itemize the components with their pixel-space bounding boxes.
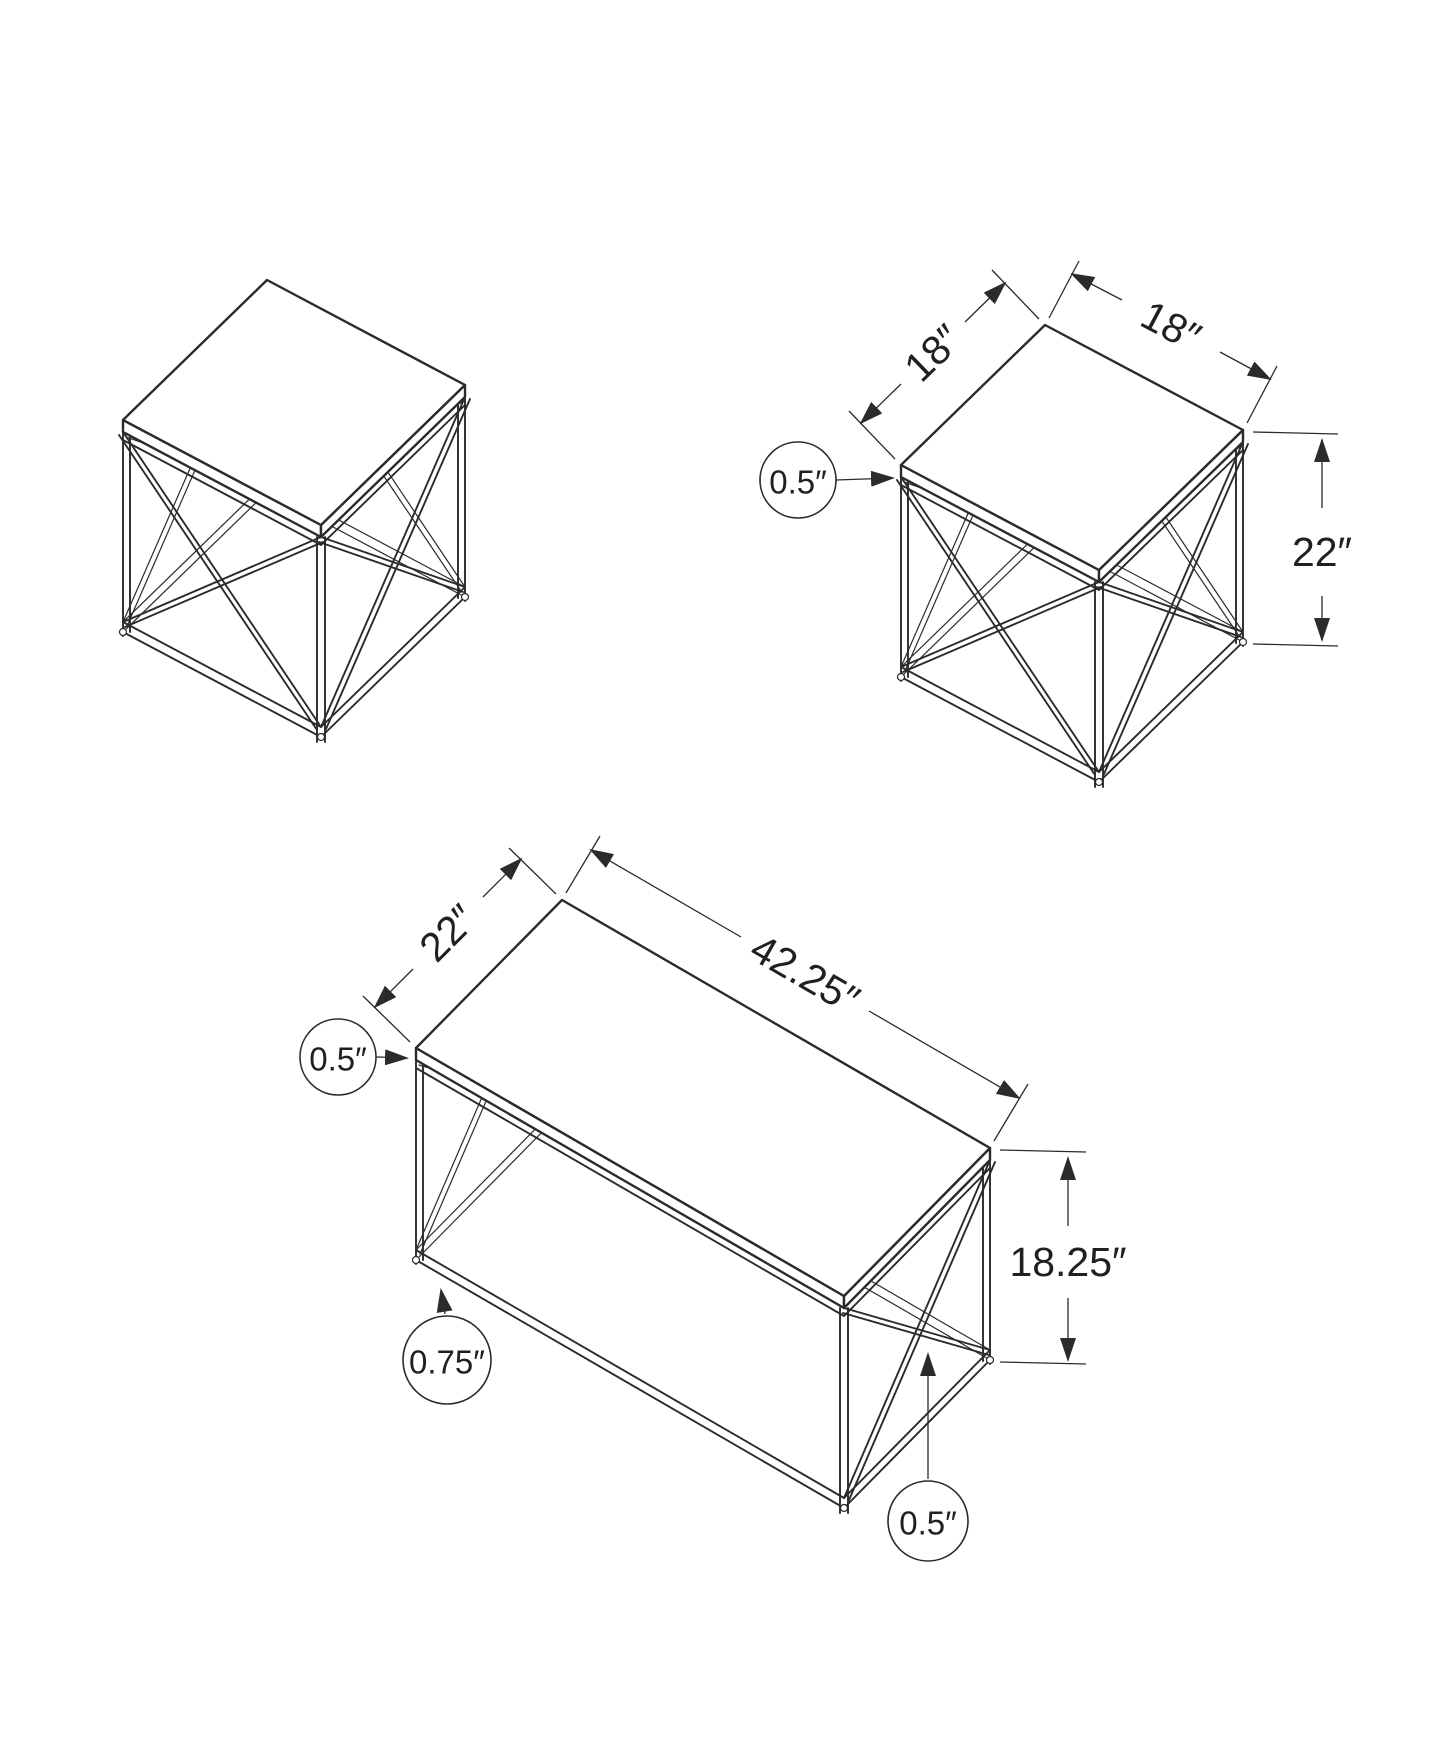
- callout-coffee-shelf-frame: [403, 1290, 491, 1404]
- callout-coffee-shelf-frame-label: 0.75″: [409, 1343, 485, 1381]
- dim-end-width-label: 18″: [1133, 291, 1209, 361]
- callout-end-top-thickness: [760, 442, 893, 518]
- end-table-annotated: [760, 261, 1352, 787]
- dim-end-height: [1253, 432, 1352, 646]
- dim-end-depth-label: 18″: [895, 315, 971, 391]
- dim-coffee-height-label: 18.25″: [1009, 1239, 1127, 1285]
- callout-coffee-top-thickness-label: 0.5″: [309, 1040, 367, 1078]
- callout-coffee-leg-frame-label: 0.5″: [899, 1504, 957, 1542]
- dim-coffee-depth-label: 22″: [410, 895, 486, 971]
- dim-coffee-height: [1000, 1150, 1127, 1364]
- dim-end-height-label: 22″: [1291, 529, 1353, 575]
- end-table-plain: [119, 280, 470, 742]
- dim-coffee-width-label: 42.25″: [742, 924, 868, 1024]
- callout-coffee-top-thickness: [300, 1019, 407, 1095]
- coffee-table-annotated: [300, 836, 1127, 1561]
- callout-end-top-thickness-label: 0.5″: [769, 463, 827, 501]
